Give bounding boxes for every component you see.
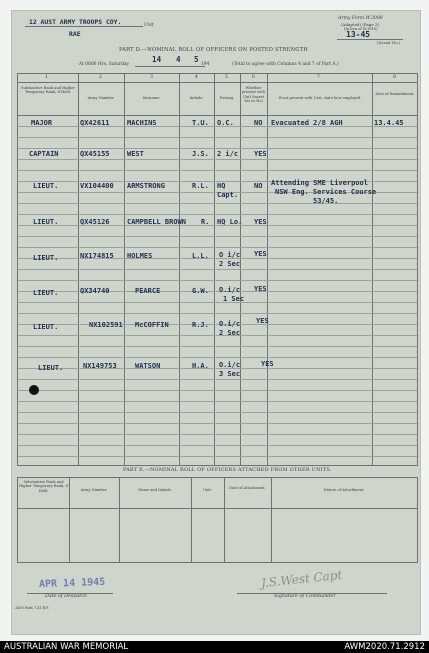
part-d-title: PART D.—NOMINAL ROLL OF OFFICERS ON POSTED STRENGTH <box>119 47 308 53</box>
row-initials: L.L. <box>192 252 209 260</box>
col-number-2: 2 <box>99 75 102 80</box>
col-header-employed: If not present with Unit, state how employed. <box>278 96 362 100</box>
ruled-line <box>18 269 417 270</box>
row-army-number: NX102591 <box>89 321 123 329</box>
part-e-bottom-border <box>17 562 417 563</box>
date-month: 4 <box>176 55 181 64</box>
row-posting: O.i/c <box>219 320 241 328</box>
row-rank: LIEUT. <box>33 289 59 297</box>
army-form-label: Army Form W.3008 <box>338 16 383 21</box>
punch-hole <box>29 385 39 395</box>
ruled-line <box>18 214 417 215</box>
commander-label: Signature of Commander <box>274 594 336 599</box>
col-number-6: 6 <box>252 75 255 80</box>
row-posting: O i/c <box>219 251 241 259</box>
row-posting-line2: 3 Sec <box>219 370 241 378</box>
row-employed-line2: NSW Eng. Services Course <box>275 188 377 196</box>
row-surname: HOLMES <box>127 252 153 260</box>
commander-signature: J.S.West Capt <box>260 567 343 591</box>
unit-line2: RAE <box>69 30 81 38</box>
ruled-line <box>18 401 417 402</box>
despatch-label: Date of Despatch <box>45 594 87 599</box>
at-hours-label: At 0600 Hrs. Saturday <box>79 62 130 67</box>
row-present: YES <box>254 285 267 293</box>
total-note: (Total to agree with Columns 4 and 7 of Part A.) <box>232 62 339 67</box>
ruled-line <box>18 412 417 413</box>
row-employed: Attending SME Liverpool <box>271 179 368 187</box>
ruled-line <box>18 346 417 347</box>
ruled-line <box>18 170 417 171</box>
row-rank: LIEUT. <box>33 254 59 262</box>
ruled-line <box>18 313 417 314</box>
part-e-top-border <box>17 477 417 478</box>
ruled-line <box>18 357 417 358</box>
col-header-date: Date of Embarkment. <box>375 92 415 96</box>
row-present: YES <box>254 250 267 258</box>
row-posting: HQ Lo. <box>217 218 243 226</box>
unit-name: 12 AUST ARMY TROOPS COY. <box>29 18 122 26</box>
colnum-border <box>17 82 417 83</box>
part-e-header-number: Army Number. <box>80 488 108 492</box>
ruled-line <box>18 390 417 391</box>
row-surname: WEST <box>127 150 144 158</box>
ruled-line <box>18 247 417 248</box>
part-e-header-rank: Substantive Rank and Higher Temporary Rank, if Held. <box>19 480 68 493</box>
row-army-number: VX104400 <box>80 182 114 190</box>
ruled-line <box>18 379 417 380</box>
year-prefix: 194 <box>201 62 210 67</box>
form-adapted2: (In lieu of W.3010) <box>344 27 378 31</box>
row-surname: PEARCE <box>135 287 161 295</box>
row-rank: LIEUT. <box>33 323 59 331</box>
part-e-header-unit: Unit. <box>202 488 213 492</box>
row-initials: R. <box>201 218 210 226</box>
row-initials: R.J. <box>192 321 209 329</box>
row-posting: O.C. <box>217 119 234 127</box>
serial-number: 13-45 <box>346 30 371 39</box>
row-posting: HQ <box>217 182 226 190</box>
ruled-line <box>18 445 417 446</box>
col-number-8: 8 <box>393 75 396 80</box>
table-bottom-border <box>17 465 417 466</box>
ruled-line <box>18 291 417 292</box>
header-border <box>17 115 417 116</box>
row-present: NO <box>254 182 263 190</box>
part-e-col-border <box>417 477 418 563</box>
ruled-line <box>18 236 417 237</box>
part-e-header-name: Name and Initials. <box>138 488 172 492</box>
row-surname: McCOFFIN <box>135 321 169 329</box>
ruled-line <box>18 280 417 281</box>
part-e-col-border <box>17 477 18 563</box>
row-present: YES <box>256 317 269 325</box>
col-header-present: Whether present with Unit (insert Yes or No) <box>241 86 265 104</box>
row-army-number: QX45155 <box>80 150 110 158</box>
row-rank: LIEUT. <box>33 218 59 226</box>
row-initials: G.W. <box>192 287 209 295</box>
ruled-line <box>18 456 417 457</box>
row-surname: MACHINS <box>127 119 157 127</box>
row-posting-line2: Capt. <box>217 191 239 199</box>
row-initials: T.U. <box>192 119 209 127</box>
row-army-number: NX174815 <box>80 252 114 260</box>
col-header-number: Army Number. <box>87 96 115 100</box>
part-e-header-date: Date of Attachment. <box>229 486 266 490</box>
part-e-title: PART E.—NOMINAL ROLL OF OFFICERS ATTACHED FROM OTHER UNITS. <box>123 467 332 473</box>
caption-accession-number: AWM2020.71.2912 <box>344 642 425 652</box>
form-adapted: (Adapted) (Page 3) <box>341 22 380 27</box>
col-number-5: 5 <box>225 75 228 80</box>
col-number-1: 1 <box>45 75 48 80</box>
row-initials: J.S. <box>192 150 209 158</box>
row-posting: 2 i/c <box>217 150 239 158</box>
row-present: YES <box>261 360 274 368</box>
part-e-header-nature: Nature of Attachment. <box>323 488 365 492</box>
row-present: YES <box>254 150 267 158</box>
ruled-line <box>18 302 417 303</box>
ruled-line <box>18 137 417 138</box>
print-code: 2400 Pads 7.41 B.P. <box>15 606 49 610</box>
row-present: YES <box>254 218 267 226</box>
row-surname: CAMPBELL BROWN <box>127 218 187 226</box>
date-stamp: APR 14 1945 <box>38 576 106 591</box>
date-day: 14 <box>152 55 162 64</box>
row-initials: R.L. <box>192 182 209 190</box>
ruled-line <box>18 335 417 336</box>
col-header-initials: Initials. <box>189 96 204 100</box>
row-posting-line2: 2 Sec <box>219 329 241 337</box>
row-posting-line2: 1 Sec <box>223 295 245 303</box>
ruled-line <box>18 203 417 204</box>
row-rank: CAPTAIN <box>29 150 59 158</box>
caption-bar <box>0 641 429 653</box>
row-present: NO <box>254 119 263 127</box>
row-rank: MAJOR <box>31 119 53 127</box>
ruled-line <box>18 423 417 424</box>
col-number-7: 7 <box>317 75 320 80</box>
col-header-surname: Surname. <box>142 96 161 100</box>
ruled-line <box>18 159 417 160</box>
ruled-line <box>18 434 417 435</box>
col-number-4: 4 <box>195 75 198 80</box>
col-border-8 <box>417 73 418 466</box>
row-initials: H.A. <box>192 362 209 370</box>
row-posting-line2: 2 Sec <box>219 260 241 268</box>
unit-label: Unit <box>144 23 154 28</box>
row-army-number: NX149753 <box>83 362 117 370</box>
col-number-3: 3 <box>150 75 153 80</box>
table-top-border <box>17 73 417 74</box>
ruled-line <box>18 368 417 369</box>
part-e-header-border <box>17 508 417 509</box>
col-header-rank: Substantive Rank and Higher Temporary Rank, if Held. <box>21 86 75 95</box>
row-posting: O.i/c <box>219 286 241 294</box>
row-date: 13.4.45 <box>374 119 404 127</box>
row-posting: O.i/c <box>219 361 241 369</box>
row-army-number: QX34740 <box>80 287 110 295</box>
ruled-line <box>18 324 417 325</box>
row-employed-line3: 53/45. <box>313 197 339 205</box>
row-surname: WATSON <box>135 362 161 370</box>
ruled-line <box>18 148 417 149</box>
row-rank: LIEUT. <box>33 182 59 190</box>
form-sheet <box>11 10 421 635</box>
serial-label: (Serial No.) <box>377 40 401 45</box>
row-army-number: QX42611 <box>80 119 110 127</box>
part-d-table <box>11 10 421 470</box>
row-employed: Evacuated 2/8 AGH <box>271 119 343 127</box>
date-year: 5 <box>194 55 199 64</box>
row-rank: LIEUT. <box>38 364 64 372</box>
ruled-line <box>18 258 417 259</box>
col-header-posting: Posting. <box>219 96 235 100</box>
caption-institution: AUSTRALIAN WAR MEMORIAL <box>4 642 129 652</box>
row-army-number: QX45126 <box>80 218 110 226</box>
row-surname: ARMSTRONG <box>127 182 165 190</box>
